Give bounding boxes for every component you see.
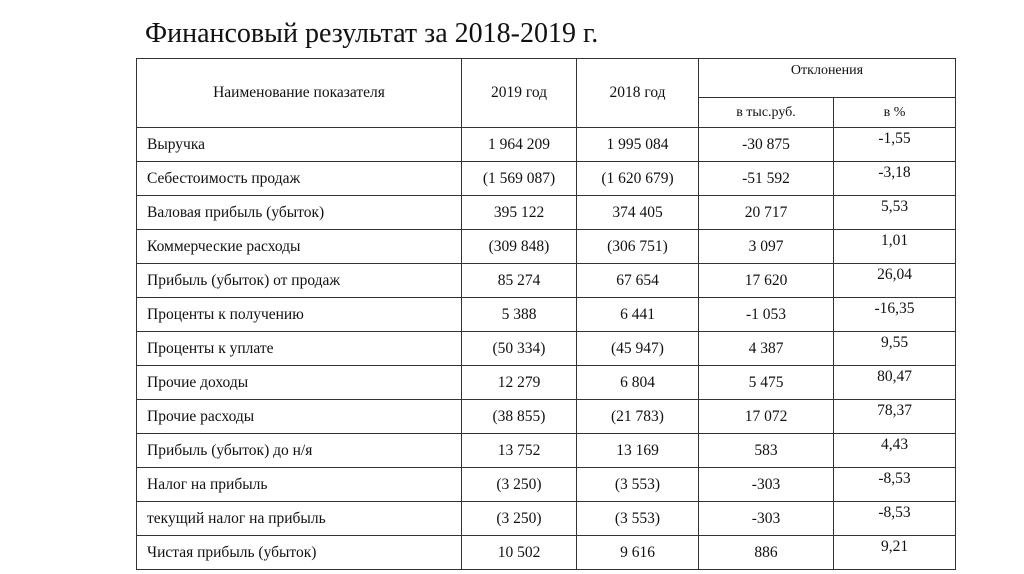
table-row [137, 128, 956, 162]
table-row [137, 332, 956, 366]
cell-deviation-abs: 17 620 [699, 264, 834, 298]
cell-value-2018: (3 553) [577, 502, 699, 536]
table-row [137, 536, 956, 570]
cell-deviation-pct: -8,53 [834, 502, 956, 536]
table-row [137, 264, 956, 298]
cell-deviation-pct: -16,35 [834, 298, 956, 332]
cell-value-2019: 395 122 [462, 196, 577, 230]
table-row [137, 434, 956, 468]
table-row [137, 400, 956, 434]
cell-value-2018: 6 804 [577, 366, 699, 400]
cell-deviation-pct: 9,21 [834, 536, 956, 570]
cell-indicator-name: Прибыль (убыток) до н/я [137, 434, 462, 468]
cell-value-2018: 1 995 084 [577, 128, 699, 162]
cell-deviation-pct: -3,18 [834, 162, 956, 196]
cell-deviation-abs: 20 717 [699, 196, 834, 230]
cell-deviation-pct: -1,55 [834, 128, 956, 162]
cell-deviation-abs: -303 [699, 502, 834, 536]
page-title: Финансовый результат за 2018-2019 г. [145, 18, 599, 49]
cell-indicator-name: текущий налог на прибыль [137, 502, 462, 536]
table-row [137, 230, 956, 264]
cell-indicator-name: Прибыль (убыток) от продаж [137, 264, 462, 298]
cell-value-2018: (45 947) [577, 332, 699, 366]
table-row [137, 502, 956, 536]
header-deviations: Отклонения [699, 59, 956, 98]
cell-deviation-abs: 583 [699, 434, 834, 468]
cell-deviation-abs: -51 592 [699, 162, 834, 196]
cell-value-2018: (3 553) [577, 468, 699, 502]
cell-value-2018: 9 616 [577, 536, 699, 570]
cell-indicator-name: Налог на прибыль [137, 468, 462, 502]
cell-deviation-pct: 26,04 [834, 264, 956, 298]
cell-indicator-name: Проценты к уплате [137, 332, 462, 366]
cell-indicator-name: Коммерческие расходы [137, 230, 462, 264]
table-body [137, 128, 956, 570]
cell-indicator-name: Проценты к получению [137, 298, 462, 332]
cell-value-2019: (1 569 087) [462, 162, 577, 196]
cell-deviation-abs: 5 475 [699, 366, 834, 400]
cell-deviation-pct: 1,01 [834, 230, 956, 264]
cell-value-2018: 6 441 [577, 298, 699, 332]
cell-value-2018: (1 620 679) [577, 162, 699, 196]
cell-deviation-abs: 4 387 [699, 332, 834, 366]
header-year-2018: 2018 год [577, 59, 699, 128]
cell-deviation-abs: 3 097 [699, 230, 834, 264]
cell-value-2019: 12 279 [462, 366, 577, 400]
cell-deviation-abs: -303 [699, 468, 834, 502]
financial-results-table [136, 58, 956, 570]
cell-indicator-name: Валовая прибыль (убыток) [137, 196, 462, 230]
cell-value-2018: 67 654 [577, 264, 699, 298]
cell-deviation-abs: -30 875 [699, 128, 834, 162]
table-row [137, 196, 956, 230]
cell-indicator-name: Прочие доходы [137, 366, 462, 400]
cell-deviation-abs: 17 072 [699, 400, 834, 434]
cell-deviation-abs: -1 053 [699, 298, 834, 332]
cell-value-2018: 374 405 [577, 196, 699, 230]
cell-deviation-abs: 886 [699, 536, 834, 570]
table-header [137, 59, 956, 128]
cell-indicator-name: Себестоимость продаж [137, 162, 462, 196]
cell-value-2019: (3 250) [462, 468, 577, 502]
cell-deviation-pct: 80,47 [834, 366, 956, 400]
table-row [137, 468, 956, 502]
cell-value-2019: 85 274 [462, 264, 577, 298]
cell-value-2019: (309 848) [462, 230, 577, 264]
cell-indicator-name: Выручка [137, 128, 462, 162]
header-deviation-abs: в тыс.руб. [699, 98, 834, 128]
cell-value-2019: 5 388 [462, 298, 577, 332]
cell-value-2018: 13 169 [577, 434, 699, 468]
cell-deviation-pct: -8,53 [834, 468, 956, 502]
header-year-2019: 2019 год [462, 59, 577, 128]
cell-value-2019: (50 334) [462, 332, 577, 366]
cell-deviation-pct: 9,55 [834, 332, 956, 366]
table-row [137, 162, 956, 196]
cell-deviation-pct: 4,43 [834, 434, 956, 468]
header-deviation-pct: в % [834, 98, 956, 128]
cell-value-2019: 13 752 [462, 434, 577, 468]
cell-value-2019: (38 855) [462, 400, 577, 434]
header-indicator-name: Наименование показателя [137, 59, 462, 128]
cell-value-2019: 1 964 209 [462, 128, 577, 162]
table-row [137, 366, 956, 400]
cell-value-2019: (3 250) [462, 502, 577, 536]
cell-indicator-name: Чистая прибыль (убыток) [137, 536, 462, 570]
cell-value-2019: 10 502 [462, 536, 577, 570]
cell-value-2018: (306 751) [577, 230, 699, 264]
table-row [137, 298, 956, 332]
cell-value-2018: (21 783) [577, 400, 699, 434]
cell-indicator-name: Прочие расходы [137, 400, 462, 434]
cell-deviation-pct: 78,37 [834, 400, 956, 434]
cell-deviation-pct: 5,53 [834, 196, 956, 230]
